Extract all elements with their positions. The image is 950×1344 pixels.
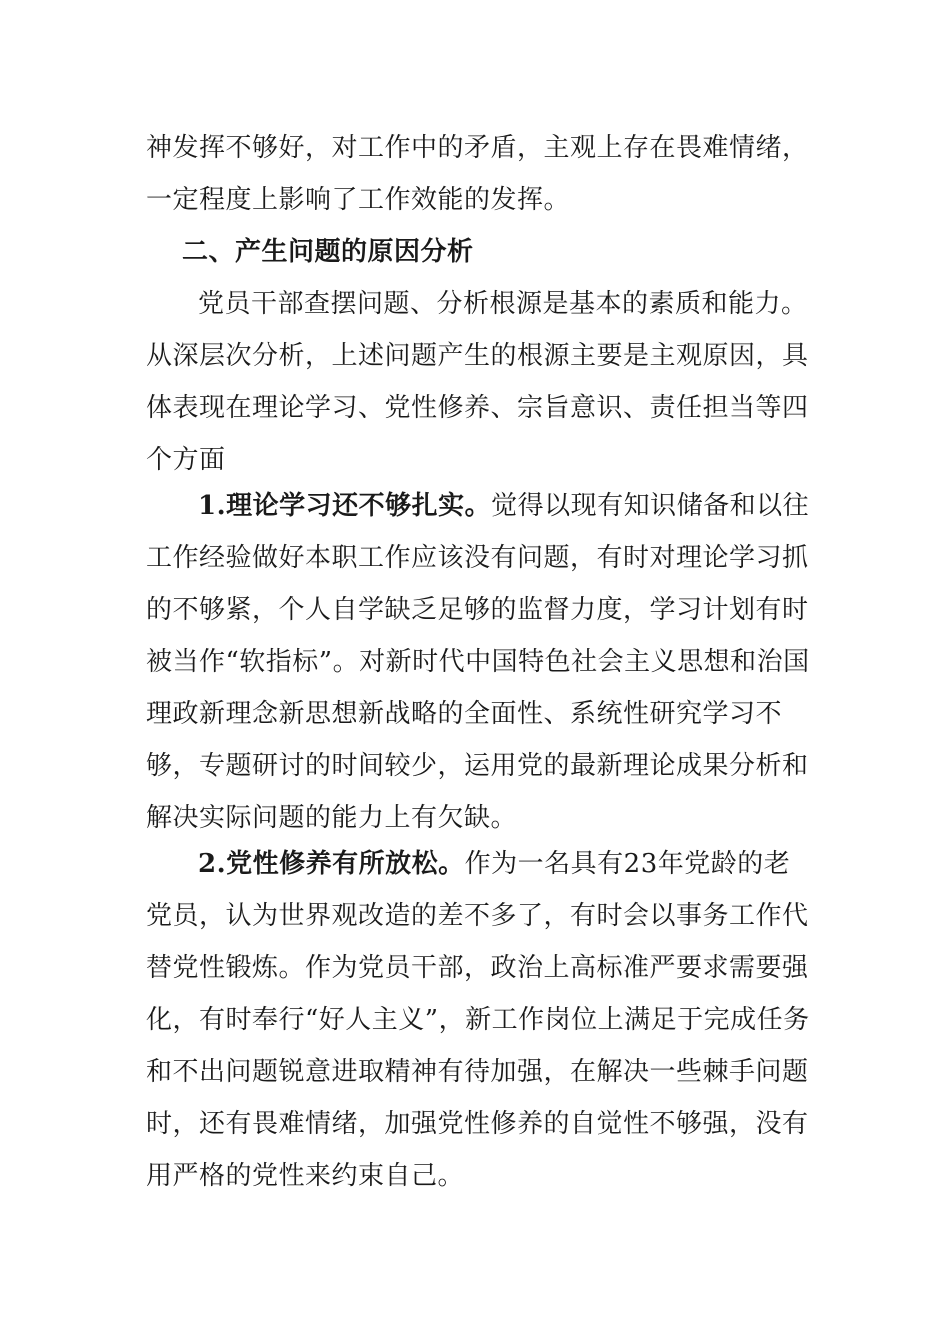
- item-1-paragraph: [146, 480, 811, 844]
- item-2-lead: 2.党性修养有所放松。: [198, 849, 465, 879]
- intro-paragraph: 党员干部查摆问题、分析根源是基本的素质和能力。从深层次分析，上述问题产生的根源主要是主观原因，具体表现在理论学习、党性修养、宗旨意识、责任担当等四个方面: [146, 289, 809, 475]
- item-2-paragraph: [146, 838, 811, 1202]
- item-1-body: 觉得以现有知识储备和以往工作经验做好本职工作应该没有问题，有时对理论学习抓的不够紧，个人自学缺乏足够的监督力度，学习计划有时被当作“软指标”。对新时代中国特色社会主义思想和治国理政新理念新思想新战略的全面性、系统性研究学习不够，专题研讨的时间较少，运用党的最新理论成果分析和解决实际问题的能力上有欠缺。: [146, 491, 810, 833]
- section-heading: 二、产生问题的原因分析: [182, 237, 474, 267]
- item-1-lead: 1.理论学习还不够扎实。: [198, 491, 492, 521]
- continuation-paragraph: 神发挥不够好，对工作中的矛盾，主观上存在畏难情绪，一定程度上影响了工作效能的发挥。: [146, 133, 809, 215]
- item-2-body: 作为一名具有23年党龄的老党员，认为世界观改造的差不多了，有时会以事务工作代替党性锻炼。作为党员干部，政治上高标准严要求需要强化，有时奉行“好人主义”，新工作岗位上满足于完成任务和不出问题锐意进取精神有待加强，在解决一些棘手问题时，还有畏难情绪，加强党性修养的自觉性不够强，没有用严格的党性来约束自己。: [146, 849, 810, 1191]
